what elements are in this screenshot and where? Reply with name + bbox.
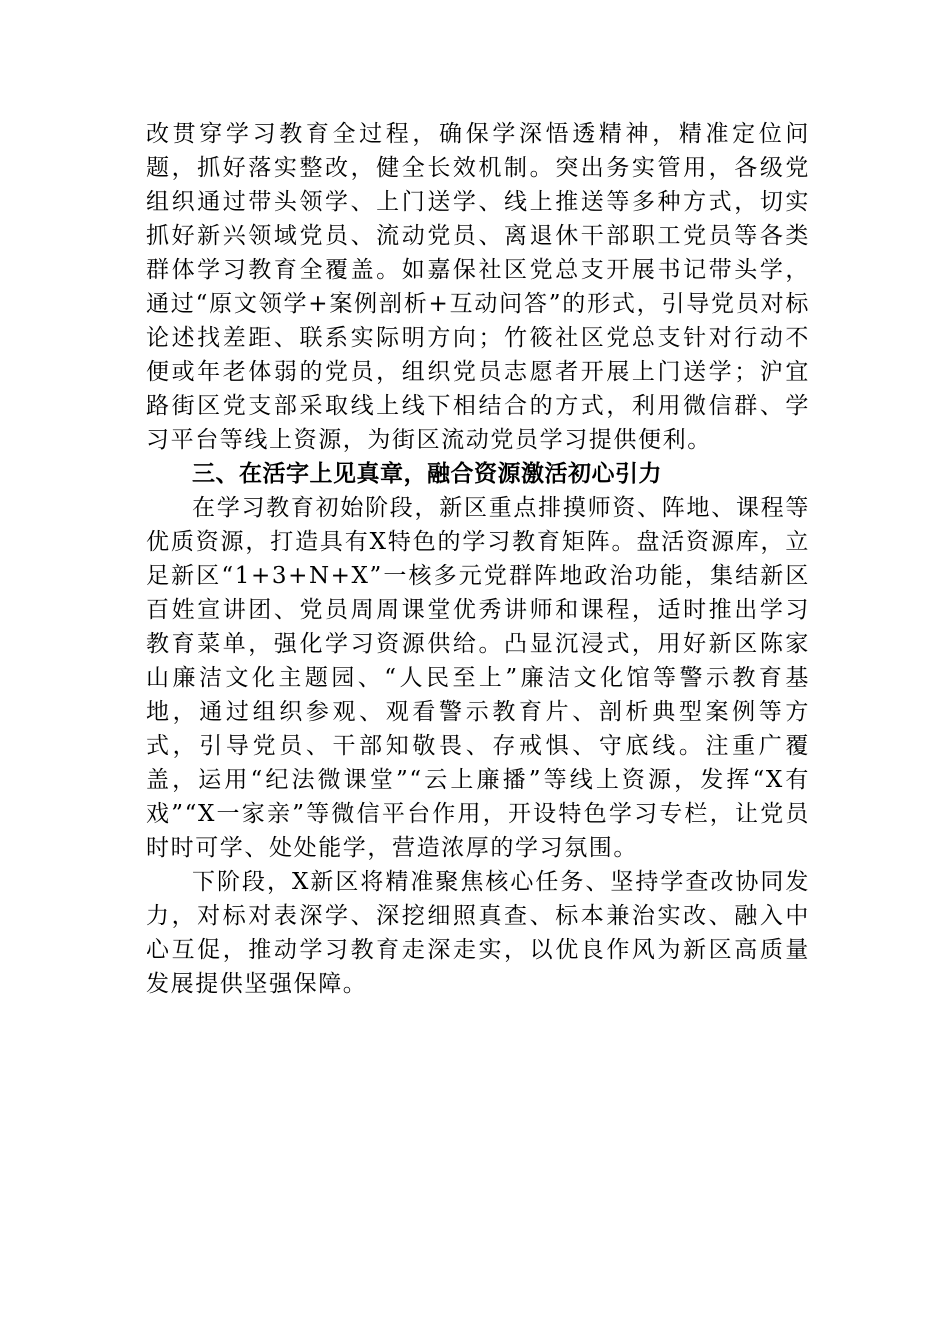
document-body — [146, 117, 810, 1001]
paragraph-conclusion: 下阶段，X新区将精准聚焦核心任务、坚持学查改协同发力，对标对表深学、深挖细照真查、标本兼治实改、融入中心互促，推动学习教育走深走实，以优良作风为新区高质量发展提供坚强保障。 — [146, 869, 810, 997]
section-heading-3: 三、在活字上见真章，融合资源激活初心引力 — [192, 461, 662, 487]
paragraph-section-3: 在学习教育初始阶段，新区重点排摸师资、阵地、课程等优质资源，打造具有X特色的学习教育矩阵。盘活资源库，立足新区“1+3+N+X”一核多元党群阵地政治功能，集结新区百姓宣讲团、党员周周课堂优秀讲师和课程，适时推出学习教育菜单，强化学习资源供给。凸显沉浸式，用好新区陈家山廉洁文化主题园、“人民至上”廉洁文化馆等警示教育基地，通过组织参观、观看警示教育片、剖析典型案例等方式，引导党员、干部知敬畏、存戒惧、守底线。注重广覆盖，运用“纪法微课堂”“云上廉播”等线上资源，发挥“X有戏”“X一家亲”等微信平台作用，开设特色学习专栏，让党员时时可学、处处能学，营造浓厚的学习氛围。 — [146, 495, 810, 861]
paragraph-continued: 改贯穿学习教育全过程，确保学深悟透精神，精准定位问题，抓好落实整改，健全长效机制。突出务实管用，各级党组织通过带头领学、上门送学、线上推送等多种方式，切实抓好新兴领域党员、流动党员、离退休干部职工党员等各类群体学习教育全覆盖。如嘉保社区党总支开展书记带头学，通过“原文领学+案例剖析+互动问答”的形式，引导党员对标论述找差距、联系实际明方向；竹筱社区党总支针对行动不便或年老体弱的党员，组织党员志愿者开展上门送学；沪宜路街区党支部采取线上线下相结合的方式，利用微信群、学习平台等线上资源，为街区流动党员学习提供便利。 — [146, 121, 810, 453]
